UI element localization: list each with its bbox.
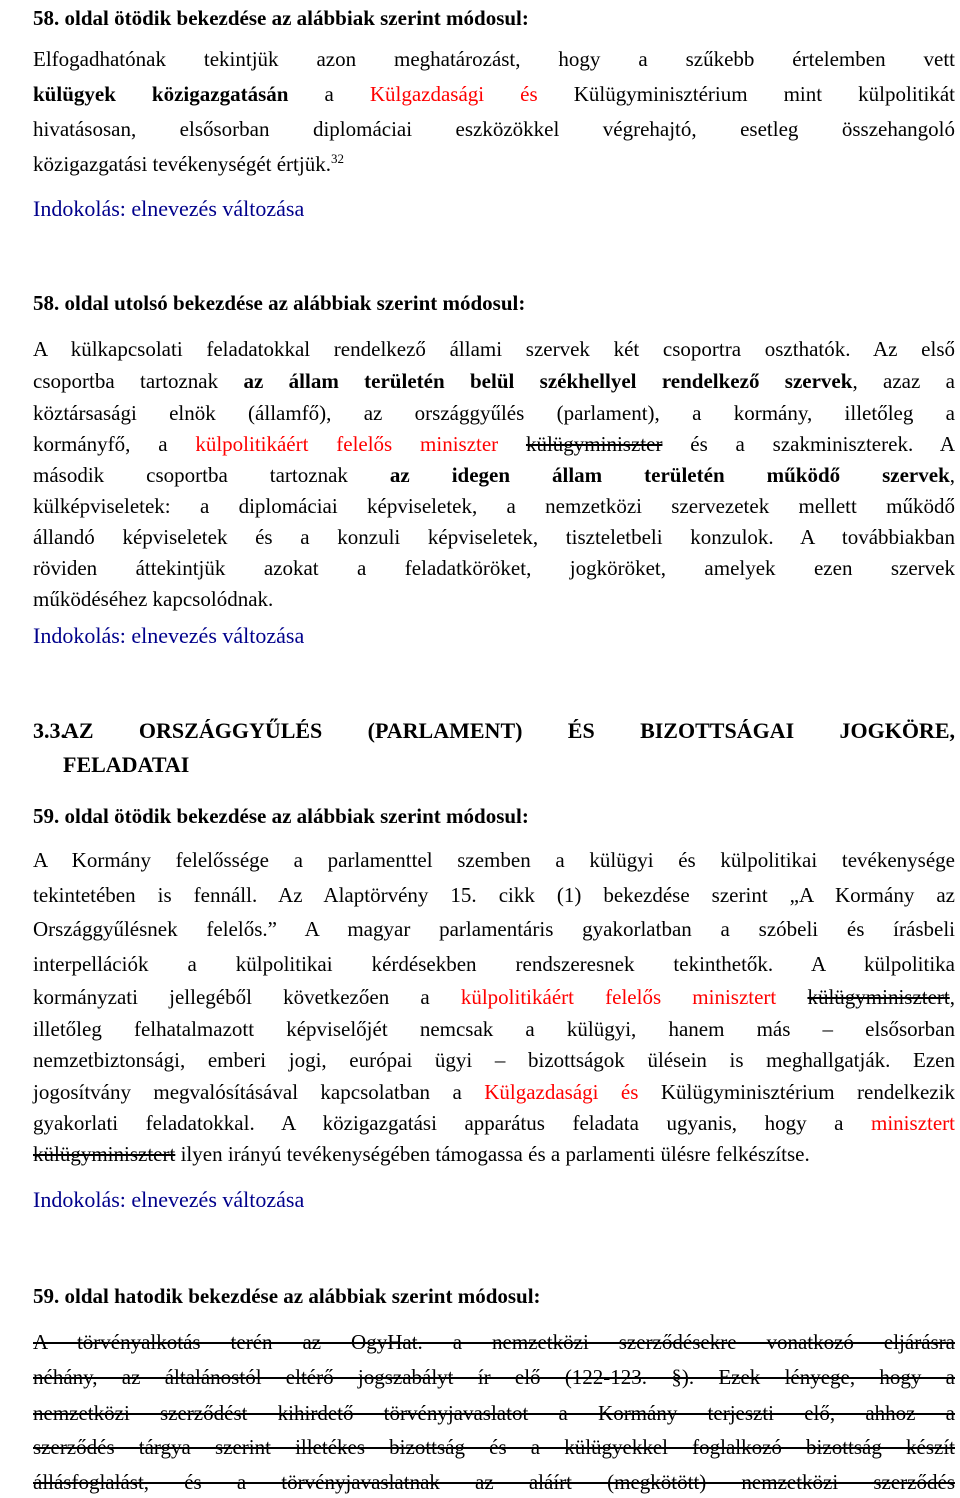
paragraph-line: röviden áttekintjük azokat a feladatköröket, jogköröket, amelyek ezen szervek: [33, 556, 955, 580]
chapter-number: 3.3.: [33, 718, 66, 743]
paragraph-line: második csoportba tartoznak az idegen állam területén működő szervek,: [33, 463, 955, 487]
paragraph-line: jogosítvány megvalósításával kapcsolatban a Külgazdasági és Külügyminisztérium rendelkezik: [33, 1080, 955, 1104]
inserted-text: Külgazdasági és: [369, 82, 538, 106]
chapter-title: [33, 718, 955, 744]
inserted-text: külpolitikáért felelős miniszter: [195, 432, 499, 456]
footnote-marker: 32: [330, 151, 344, 166]
deleted-paragraph-line: A törvényalkotás terén az OgyHat. a nemzetközi szerződésekre vonatkozó eljárásra: [33, 1330, 955, 1354]
section-heading-59-fifth: 59. oldal ötödik bekezdése az alábbiak szerint módosul:: [33, 804, 529, 828]
deleted-paragraph-line: állásfoglalást, és a törvényjavaslatnak az aláírt (megkötött) nemzetközi szerződés: [33, 1470, 955, 1494]
deleted-paragraph-line: nemzetközi szerződést kihirdető törvényjavaslatot a Kormány terjeszti elő, ahhoz a: [33, 1401, 955, 1425]
paragraph-line: csoportba tartoznak az állam területén belül székhellyel rendelkező szervek, azaz a: [33, 369, 955, 393]
deleted-text: külügyminisztert: [807, 985, 950, 1009]
justification-note: Indokolás: elnevezés változása: [33, 1187, 305, 1212]
justification-note: Indokolás: elnevezés változása: [33, 623, 305, 648]
paragraph-line: külügyek közigazgatásán a Külgazdasági és Külügyminisztérium mint külpolitikát: [33, 82, 955, 106]
inserted-text: Külgazdasági és: [484, 1080, 639, 1104]
paragraph-line: interpellációk a külpolitikai kérdésekben rendszeresnek tekinthetők. A külpolitika: [33, 952, 955, 976]
paragraph-line: működéséhez kapcsolódnak.: [33, 587, 274, 611]
paragraph-line: közigazgatási tevékenységét értjük.$^{32}$: [33, 151, 344, 176]
paragraph-line: A Kormány felelőssége a parlamenttel szemben a külügyi és külpolitikai tevékenysége: [33, 848, 955, 872]
paragraph-line: külügyminisztert ilyen irányú tevékenységében támogassa és a parlamenti ülésre felkészítse.: [33, 1142, 810, 1166]
chapter-title-line: FELADATAI: [63, 752, 190, 777]
paragraph-line: külképviseletek: a diplomáciai képviseletek, a nemzetközi szervezetek mellett működő: [33, 494, 955, 518]
bold-phrase: az állam területén belül székhellyel rendelkező szervek: [243, 369, 853, 393]
bold-phrase: az idegen állam területén működő szervek: [389, 463, 950, 487]
paragraph-line: kormányfő, a külpolitikáért felelős miniszter külügyminiszter és a szakminiszterek. A: [33, 432, 955, 456]
section-heading-58-fifth: 58. oldal ötödik bekezdése az alábbiak szerint módosul:: [33, 6, 529, 30]
inserted-text: minisztert: [871, 1111, 955, 1135]
paragraph-line: illetőleg felhatalmazott képviselőjét nemcsak a külügyi, hanem más – elsősorban: [33, 1017, 955, 1041]
section-heading-59-sixth: 59. oldal hatodik bekezdése az alábbiak szerint módosul:: [33, 1284, 541, 1308]
paragraph-line: állandó képviseletek és a konzuli képviseletek, tiszteletbeli konzulok. A továbbiakban: [33, 525, 955, 549]
justification-note: Indokolás: elnevezés változása: [33, 196, 305, 221]
deleted-paragraph-line: szerződés tárgya szerint illetékes bizottság és a külügyekkel foglalkozó bizottság készít: [33, 1435, 955, 1459]
paragraph-line: kormányzati jellegéből következően a külpolitikáért felelős minisztert külügyminisztert,: [33, 985, 956, 1009]
paragraph-line: gyakorlati feladatokkal. A közigazgatási apparátus feladata ugyanis, hogy a minisztert: [33, 1111, 955, 1135]
paragraph-line: A külkapcsolati feladatokkal rendelkező állami szervek két csoportra oszthatók. Az első: [33, 337, 955, 361]
chapter-title-line: AZ ORSZÁGGYŰLÉS (PARLAMENT) ÉS BIZOTTSÁGAI JOGKÖRE,: [63, 718, 955, 743]
deleted-text: külügyminisztert: [33, 1142, 176, 1166]
section-heading-58-last: 58. oldal utolsó bekezdése az alábbiak szerint módosul:: [33, 291, 526, 315]
paragraph-line: köztársasági elnök (államfő), az országgyűlés (parlament), a kormány, illetőleg a: [33, 401, 955, 425]
deleted-paragraph-line: néhány, az általánostól eltérő jogszabályt ír elő (122-123. §). Ezek lényege, hogy a: [33, 1365, 955, 1389]
paragraph-line: hivatásosan, elsősorban diplomáciai eszközökkel végrehajtó, esetleg összehangoló: [33, 117, 955, 141]
inserted-text: külpolitikáért felelős minisztert: [460, 985, 777, 1009]
paragraph-line: Országgyűlésnek felelős.” A magyar parlamentáris gyakorlatban a szóbeli és írásbeli: [33, 917, 955, 941]
paragraph-line: tekintetében is fennáll. Az Alaptörvény 15. cikk (1) bekezdése szerint „A Kormány az: [33, 883, 955, 907]
deleted-text: külügyminiszter: [525, 432, 663, 456]
paragraph-line: Elfogadhatónak tekintjük azon meghatározást, hogy a szűkebb értelemben vett: [33, 47, 955, 71]
paragraph-line: nemzetbiztonsági, emberi jogi, európai ügyi – bizottságok ülésein is meghallgatják. Ezen: [33, 1048, 955, 1072]
bold-phrase: külügyek közigazgatásán: [33, 82, 289, 106]
